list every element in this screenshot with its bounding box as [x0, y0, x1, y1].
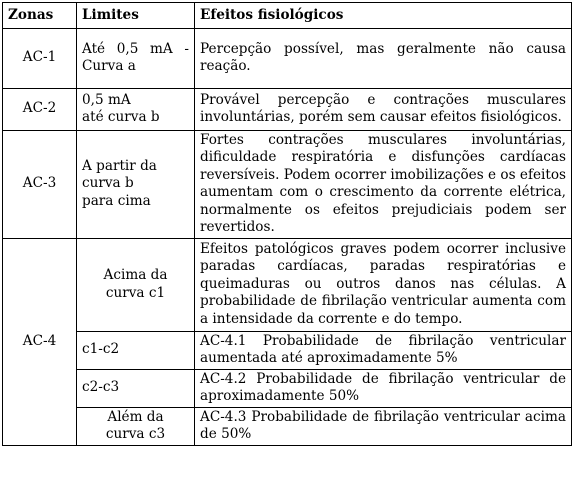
limit-line: A partir da: [82, 157, 157, 174]
limit-line: Acima da: [103, 267, 168, 283]
effect-cell: Fortes contrações musculares involuntárias, dificuldade respiratória e disfunções cardíacas reversíveis. Podem ocorrer imobilizações e os efeitos aumentam com o crescimento da corrente elétrica, normalmente os efeitos prejudiciais podem ser revertidos.: [195, 130, 572, 238]
zones-table: [2, 2, 572, 446]
limit-line: curva c1: [105, 284, 166, 301]
limit-line: 0,5 mA: [82, 91, 131, 108]
limit-cell: c2-c3: [77, 369, 195, 407]
table-row: [3, 369, 572, 407]
limit-cell: [77, 407, 195, 445]
limit-line: Curva a: [82, 58, 136, 74]
header-zonas: Zonas: [3, 3, 77, 29]
effect-cell: Efeitos patológicos graves podem ocorrer inclusive paradas cardíacas, paradas respiratórias e queimaduras ou outros danos nas células. A probabilidade de fibrilação ventricular aumenta com a intensidade da corrente e do tempo.: [195, 238, 572, 331]
effect-cell: Percepção possível, mas geralmente não causa reação.: [195, 28, 572, 88]
effect-cell: AC-4.2 Probabilidade de fibrilação ventricular de aproximadamente 50%: [195, 369, 572, 407]
limit-line: curva b: [82, 175, 134, 192]
table-row: [3, 407, 572, 445]
table-row: [3, 28, 572, 88]
zone-cell: AC-3: [3, 130, 77, 238]
zone-cell: AC-4: [3, 238, 77, 445]
limit-line: curva c3: [105, 426, 166, 442]
limit-line: Além da: [107, 408, 164, 425]
header-efeitos: Efeitos fisiológicos: [195, 3, 572, 29]
limit-cell: [77, 130, 195, 238]
limit-cell: c1-c2: [77, 331, 195, 369]
limit-line: até curva b: [82, 109, 160, 125]
effect-cell: AC-4.1 Probabilidade de fibrilação ventricular aumentada até aproximadamente 5%: [195, 331, 572, 369]
table-row: [3, 88, 572, 130]
effect-cell: AC-4.3 Probabilidade de fibrilação ventricular acima de 50%: [195, 407, 572, 445]
limit-cell: [77, 28, 195, 88]
zone-cell: AC-2: [3, 88, 77, 130]
limit-cell: [77, 238, 195, 331]
table-header-row: [3, 3, 572, 29]
limit-line: para cima: [82, 192, 151, 209]
table-row: [3, 331, 572, 369]
zone-cell: AC-1: [3, 28, 77, 88]
table-row: [3, 238, 572, 331]
header-limites: Limites: [77, 3, 195, 29]
limit-cell: [77, 88, 195, 130]
limit-line: Até 0,5 mA -: [82, 40, 189, 57]
table-row: [3, 130, 572, 238]
effect-cell: Provável percepção e contrações musculares involuntárias, porém sem causar efeitos fisiológicos.: [195, 88, 572, 130]
